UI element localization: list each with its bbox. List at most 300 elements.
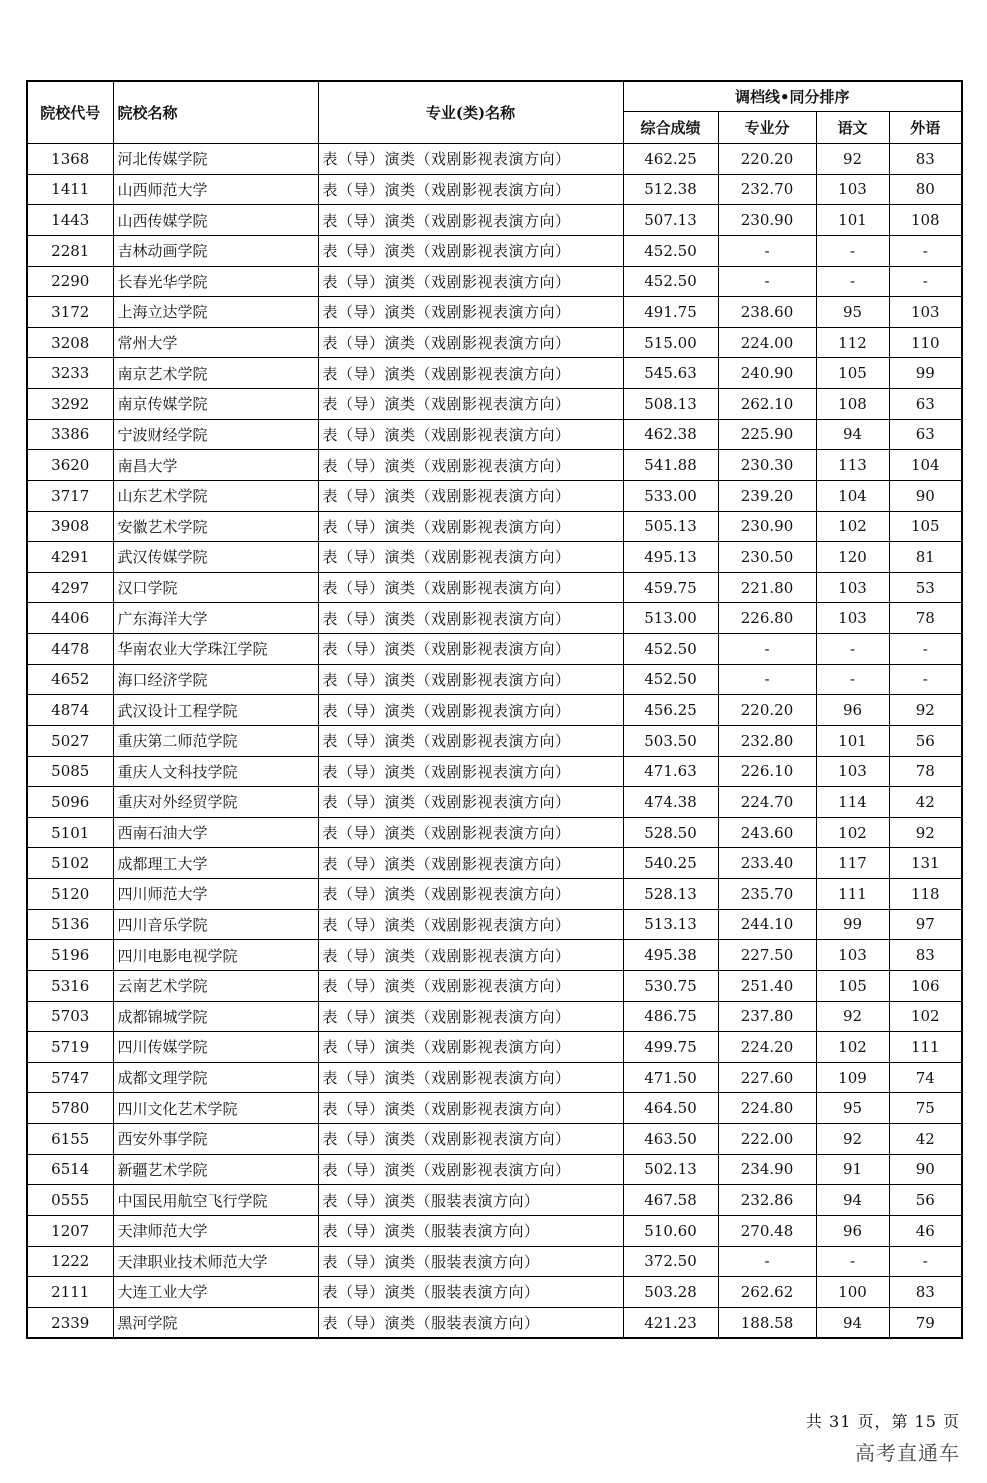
cell-major-name: 表（导）演类（戏剧影视表演方向）	[318, 389, 623, 420]
cell-school-code: 1207	[27, 1215, 113, 1246]
cell-foreign-language: -	[889, 235, 962, 266]
cell-total-score: 372.50	[623, 1246, 718, 1277]
cell-school-name: 南昌大学	[113, 450, 318, 481]
cell-chinese: 103	[816, 756, 889, 787]
cell-total-score: 545.63	[623, 358, 718, 389]
cell-foreign-language: 78	[889, 603, 962, 634]
cell-school-name: 四川电影电视学院	[113, 940, 318, 971]
cell-major-name: 表（导）演类（戏剧影视表演方向）	[318, 511, 623, 542]
cell-professional-score: 232.80	[718, 725, 816, 756]
cell-major-name: 表（导）演类（戏剧影视表演方向）	[318, 603, 623, 634]
cell-major-name: 表（导）演类（戏剧影视表演方向）	[318, 634, 623, 665]
cell-chinese: 95	[816, 1093, 889, 1124]
cell-professional-score: 237.80	[718, 1001, 816, 1032]
cell-school-code: 4297	[27, 572, 113, 603]
cell-chinese: 109	[816, 1062, 889, 1093]
cell-professional-score: 226.10	[718, 756, 816, 787]
cell-professional-score: 243.60	[718, 817, 816, 848]
cell-school-name: 成都文理学院	[113, 1062, 318, 1093]
cell-professional-score: 239.20	[718, 480, 816, 511]
table-row	[27, 235, 962, 266]
cell-major-name: 表（导）演类（戏剧影视表演方向）	[318, 664, 623, 695]
cell-school-code: 3292	[27, 389, 113, 420]
cell-chinese: 94	[816, 1185, 889, 1216]
cell-total-score: 464.50	[623, 1093, 718, 1124]
cell-school-code: 5101	[27, 817, 113, 848]
cell-major-name: 表（导）演类（戏剧影视表演方向）	[318, 879, 623, 910]
cell-foreign-language: 80	[889, 174, 962, 205]
cell-school-code: 2111	[27, 1277, 113, 1308]
cell-chinese: 113	[816, 450, 889, 481]
table-row	[27, 1277, 962, 1308]
cell-professional-score: 262.10	[718, 389, 816, 420]
table-row	[27, 1124, 962, 1155]
admission-score-table	[26, 80, 963, 1339]
cell-professional-score: 238.60	[718, 297, 816, 328]
cell-total-score: 495.13	[623, 542, 718, 573]
cell-professional-score: -	[718, 235, 816, 266]
cell-school-name: 海口经济学院	[113, 664, 318, 695]
cell-major-name: 表（导）演类（戏剧影视表演方向）	[318, 1062, 623, 1093]
cell-major-name: 表（导）演类（戏剧影视表演方向）	[318, 174, 623, 205]
cell-school-name: 黑河学院	[113, 1307, 318, 1338]
cell-total-score: 512.38	[623, 174, 718, 205]
cell-professional-score: -	[718, 634, 816, 665]
cell-major-name: 表（导）演类（戏剧影视表演方向）	[318, 817, 623, 848]
cell-foreign-language: 46	[889, 1215, 962, 1246]
cell-school-code: 4406	[27, 603, 113, 634]
cell-school-code: 5085	[27, 756, 113, 787]
cell-major-name: 表（导）演类（戏剧影视表演方向）	[318, 358, 623, 389]
cell-total-score: 452.50	[623, 235, 718, 266]
cell-chinese: 96	[816, 695, 889, 726]
cell-school-name: 华南农业大学珠江学院	[113, 634, 318, 665]
cell-major-name: 表（导）演类（戏剧影视表演方向）	[318, 480, 623, 511]
cell-professional-score: 227.50	[718, 940, 816, 971]
cell-school-code: 4652	[27, 664, 113, 695]
cell-total-score: 503.28	[623, 1277, 718, 1308]
table-row	[27, 1093, 962, 1124]
header-school-name: 院校名称	[113, 81, 318, 144]
cell-major-name: 表（导）演类（戏剧影视表演方向）	[318, 297, 623, 328]
table-row	[27, 1307, 962, 1338]
cell-school-name: 四川师范大学	[113, 879, 318, 910]
cell-major-name: 表（导）演类（戏剧影视表演方向）	[318, 725, 623, 756]
cell-total-score: 513.00	[623, 603, 718, 634]
cell-school-name: 天津职业技术师范大学	[113, 1246, 318, 1277]
table-row	[27, 327, 962, 358]
cell-total-score: 486.75	[623, 1001, 718, 1032]
cell-professional-score: 232.70	[718, 174, 816, 205]
cell-total-score: 452.50	[623, 634, 718, 665]
cell-school-code: 5136	[27, 909, 113, 940]
cell-school-code: 3172	[27, 297, 113, 328]
cell-foreign-language: -	[889, 1246, 962, 1277]
cell-major-name: 表（导）演类（戏剧影视表演方向）	[318, 787, 623, 818]
cell-school-name: 河北传媒学院	[113, 144, 318, 175]
cell-major-name: 表（导）演类（戏剧影视表演方向）	[318, 1124, 623, 1155]
cell-foreign-language: 108	[889, 205, 962, 236]
cell-major-name: 表（导）演类（服装表演方向）	[318, 1277, 623, 1308]
header-school-code: 院校代号	[27, 81, 113, 144]
cell-school-name: 西南石油大学	[113, 817, 318, 848]
cell-professional-score: 224.00	[718, 327, 816, 358]
cell-school-code: 5120	[27, 879, 113, 910]
table-body	[27, 144, 962, 1339]
cell-foreign-language: 131	[889, 848, 962, 879]
table-row	[27, 297, 962, 328]
table-row	[27, 266, 962, 297]
header-chinese: 语文	[816, 112, 889, 144]
cell-chinese: 117	[816, 848, 889, 879]
cell-chinese: 100	[816, 1277, 889, 1308]
cell-professional-score: 220.20	[718, 695, 816, 726]
cell-major-name: 表（导）演类（戏剧影视表演方向）	[318, 848, 623, 879]
table-row	[27, 725, 962, 756]
cell-chinese: 102	[816, 817, 889, 848]
cell-school-code: 5719	[27, 1032, 113, 1063]
cell-professional-score: 235.70	[718, 879, 816, 910]
cell-foreign-language: -	[889, 664, 962, 695]
cell-school-name: 汉口学院	[113, 572, 318, 603]
cell-major-name: 表（导）演类（戏剧影视表演方向）	[318, 1001, 623, 1032]
cell-total-score: 540.25	[623, 848, 718, 879]
cell-school-name: 常州大学	[113, 327, 318, 358]
cell-school-code: 3386	[27, 419, 113, 450]
cell-major-name: 表（导）演类（服装表演方向）	[318, 1307, 623, 1338]
cell-foreign-language: 83	[889, 144, 962, 175]
table-row	[27, 450, 962, 481]
cell-foreign-language: 103	[889, 297, 962, 328]
cell-major-name: 表（导）演类（戏剧影视表演方向）	[318, 695, 623, 726]
cell-professional-score: 224.80	[718, 1093, 816, 1124]
cell-foreign-language: 92	[889, 695, 962, 726]
cell-professional-score: 234.90	[718, 1154, 816, 1185]
page-indicator: 共 31 页，第 15 页	[805, 1412, 960, 1431]
cell-total-score: 467.58	[623, 1185, 718, 1216]
cell-total-score: 513.13	[623, 909, 718, 940]
cell-total-score: 463.50	[623, 1124, 718, 1155]
cell-foreign-language: 102	[889, 1001, 962, 1032]
cell-chinese: 104	[816, 480, 889, 511]
cell-school-code: 5316	[27, 970, 113, 1001]
cell-chinese: 101	[816, 725, 889, 756]
cell-major-name: 表（导）演类（戏剧影视表演方向）	[318, 266, 623, 297]
cell-school-name: 安徽艺术学院	[113, 511, 318, 542]
header-major-name: 专业(类)名称	[318, 81, 623, 144]
table-row	[27, 879, 962, 910]
cell-professional-score: -	[718, 664, 816, 695]
cell-professional-score: 251.40	[718, 970, 816, 1001]
cell-school-name: 山西师范大学	[113, 174, 318, 205]
cell-school-name: 山西传媒学院	[113, 205, 318, 236]
cell-chinese: 108	[816, 389, 889, 420]
cell-total-score: 499.75	[623, 1032, 718, 1063]
cell-professional-score: 226.80	[718, 603, 816, 634]
cell-school-name: 武汉设计工程学院	[113, 695, 318, 726]
cell-school-code: 5102	[27, 848, 113, 879]
header-total-score: 综合成绩	[623, 112, 718, 144]
cell-school-name: 南京传媒学院	[113, 389, 318, 420]
cell-professional-score: 270.48	[718, 1215, 816, 1246]
header-professional-score: 专业分	[718, 112, 816, 144]
cell-chinese: 92	[816, 144, 889, 175]
cell-chinese: 105	[816, 358, 889, 389]
cell-professional-score: 240.90	[718, 358, 816, 389]
cell-total-score: 474.38	[623, 787, 718, 818]
cell-chinese: 95	[816, 297, 889, 328]
cell-foreign-language: 78	[889, 756, 962, 787]
cell-chinese: -	[816, 1246, 889, 1277]
header-cutoff-group: 调档线•同分排序	[623, 81, 962, 112]
cell-professional-score: 222.00	[718, 1124, 816, 1155]
cell-chinese: 112	[816, 327, 889, 358]
cell-foreign-language: 90	[889, 480, 962, 511]
cell-professional-score: 244.10	[718, 909, 816, 940]
cell-foreign-language: 104	[889, 450, 962, 481]
cell-professional-score: 225.90	[718, 419, 816, 450]
cell-school-code: 2290	[27, 266, 113, 297]
cell-chinese: -	[816, 634, 889, 665]
cell-total-score: 456.25	[623, 695, 718, 726]
table-row	[27, 1154, 962, 1185]
cell-school-code: 1411	[27, 174, 113, 205]
cell-total-score: 510.60	[623, 1215, 718, 1246]
cell-school-name: 西安外事学院	[113, 1124, 318, 1155]
cell-major-name: 表（导）演类（戏剧影视表演方向）	[318, 144, 623, 175]
table-row	[27, 940, 962, 971]
cell-total-score: 533.00	[623, 480, 718, 511]
cell-chinese: 92	[816, 1124, 889, 1155]
table-row	[27, 664, 962, 695]
cell-chinese: 92	[816, 1001, 889, 1032]
cell-school-code: 5747	[27, 1062, 113, 1093]
cell-major-name: 表（导）演类（戏剧影视表演方向）	[318, 542, 623, 573]
table-row	[27, 144, 962, 175]
cell-chinese: -	[816, 235, 889, 266]
table-row	[27, 695, 962, 726]
cell-school-code: 5780	[27, 1093, 113, 1124]
cell-foreign-language: 92	[889, 817, 962, 848]
table-row	[27, 1062, 962, 1093]
cell-chinese: 114	[816, 787, 889, 818]
cell-chinese: 102	[816, 511, 889, 542]
table-row	[27, 511, 962, 542]
cell-major-name: 表（导）演类（戏剧影视表演方向）	[318, 450, 623, 481]
cell-chinese: 91	[816, 1154, 889, 1185]
cell-school-code: 5196	[27, 940, 113, 971]
cell-professional-score: 188.58	[718, 1307, 816, 1338]
cell-school-code: 0555	[27, 1185, 113, 1216]
cell-foreign-language: 81	[889, 542, 962, 573]
cell-foreign-language: 90	[889, 1154, 962, 1185]
table-row	[27, 480, 962, 511]
cell-chinese: 102	[816, 1032, 889, 1063]
cell-school-code: 1368	[27, 144, 113, 175]
cell-chinese: 101	[816, 205, 889, 236]
cell-school-name: 成都理工大学	[113, 848, 318, 879]
cell-school-name: 重庆人文科技学院	[113, 756, 318, 787]
cell-school-name: 长春光华学院	[113, 266, 318, 297]
cell-foreign-language: -	[889, 266, 962, 297]
table-row	[27, 1246, 962, 1277]
brand-watermark: 高考直通车	[855, 1441, 960, 1465]
cell-chinese: 94	[816, 1307, 889, 1338]
cell-school-name: 武汉传媒学院	[113, 542, 318, 573]
cell-school-name: 重庆对外经贸学院	[113, 787, 318, 818]
cell-foreign-language: -	[889, 634, 962, 665]
cell-foreign-language: 79	[889, 1307, 962, 1338]
header-foreign-language: 外语	[889, 112, 962, 144]
table-row	[27, 1032, 962, 1063]
cell-foreign-language: 97	[889, 909, 962, 940]
cell-foreign-language: 63	[889, 419, 962, 450]
table-row	[27, 909, 962, 940]
cell-major-name: 表（导）演类（戏剧影视表演方向）	[318, 1154, 623, 1185]
cell-school-name: 吉林动画学院	[113, 235, 318, 266]
cell-chinese: 120	[816, 542, 889, 573]
cell-school-name: 四川文化艺术学院	[113, 1093, 318, 1124]
cell-school-name: 南京艺术学院	[113, 358, 318, 389]
cell-school-name: 成都锦城学院	[113, 1001, 318, 1032]
cell-professional-score: 230.90	[718, 205, 816, 236]
cell-school-name: 四川音乐学院	[113, 909, 318, 940]
cell-school-code: 6514	[27, 1154, 113, 1185]
cell-foreign-language: 111	[889, 1032, 962, 1063]
cell-foreign-language: 83	[889, 940, 962, 971]
cell-professional-score: 230.30	[718, 450, 816, 481]
cell-school-code: 5096	[27, 787, 113, 818]
table-row	[27, 603, 962, 634]
cell-foreign-language: 42	[889, 1124, 962, 1155]
cell-total-score: 495.38	[623, 940, 718, 971]
cell-major-name: 表（导）演类（戏剧影视表演方向）	[318, 205, 623, 236]
cell-school-name: 宁波财经学院	[113, 419, 318, 450]
cell-total-score: 503.50	[623, 725, 718, 756]
cell-major-name: 表（导）演类（戏剧影视表演方向）	[318, 327, 623, 358]
cell-school-code: 5703	[27, 1001, 113, 1032]
cell-total-score: 452.50	[623, 664, 718, 695]
cell-professional-score: 221.80	[718, 572, 816, 603]
cell-major-name: 表（导）演类（戏剧影视表演方向）	[318, 572, 623, 603]
cell-school-name: 广东海洋大学	[113, 603, 318, 634]
table-row	[27, 848, 962, 879]
cell-foreign-language: 63	[889, 389, 962, 420]
cell-chinese: 103	[816, 572, 889, 603]
cell-school-code: 3620	[27, 450, 113, 481]
cell-professional-score: 224.20	[718, 1032, 816, 1063]
cell-school-name: 上海立达学院	[113, 297, 318, 328]
table-row	[27, 174, 962, 205]
cell-chinese: 99	[816, 909, 889, 940]
cell-school-name: 大连工业大学	[113, 1277, 318, 1308]
cell-major-name: 表（导）演类（服装表演方向）	[318, 1215, 623, 1246]
cell-foreign-language: 105	[889, 511, 962, 542]
cell-professional-score: 230.50	[718, 542, 816, 573]
cell-school-code: 4291	[27, 542, 113, 573]
cell-school-code: 1443	[27, 205, 113, 236]
cell-chinese: 103	[816, 174, 889, 205]
cell-chinese: -	[816, 266, 889, 297]
cell-professional-score: 227.60	[718, 1062, 816, 1093]
cell-professional-score: 233.40	[718, 848, 816, 879]
cell-total-score: 421.23	[623, 1307, 718, 1338]
cell-school-code: 3717	[27, 480, 113, 511]
cell-total-score: 471.50	[623, 1062, 718, 1093]
cell-major-name: 表（导）演类（戏剧影视表演方向）	[318, 419, 623, 450]
cell-professional-score: 224.70	[718, 787, 816, 818]
table-row	[27, 572, 962, 603]
cell-total-score: 508.13	[623, 389, 718, 420]
cell-school-code: 3208	[27, 327, 113, 358]
cell-school-name: 新疆艺术学院	[113, 1154, 318, 1185]
cell-foreign-language: 118	[889, 879, 962, 910]
table-row	[27, 634, 962, 665]
cell-foreign-language: 56	[889, 725, 962, 756]
cell-foreign-language: 106	[889, 970, 962, 1001]
table-row	[27, 389, 962, 420]
table-row	[27, 205, 962, 236]
cell-foreign-language: 110	[889, 327, 962, 358]
cell-total-score: 459.75	[623, 572, 718, 603]
cell-chinese: 103	[816, 940, 889, 971]
cell-chinese: 103	[816, 603, 889, 634]
cell-total-score: 505.13	[623, 511, 718, 542]
cell-school-code: 2281	[27, 235, 113, 266]
cell-school-code: 4874	[27, 695, 113, 726]
cell-school-name: 山东艺术学院	[113, 480, 318, 511]
cell-total-score: 541.88	[623, 450, 718, 481]
table-row	[27, 419, 962, 450]
cell-total-score: 530.75	[623, 970, 718, 1001]
cell-major-name: 表（导）演类（戏剧影视表演方向）	[318, 940, 623, 971]
cell-foreign-language: 56	[889, 1185, 962, 1216]
cell-chinese: -	[816, 664, 889, 695]
cell-professional-score: -	[718, 1246, 816, 1277]
table-row	[27, 817, 962, 848]
cell-foreign-language: 99	[889, 358, 962, 389]
cell-total-score: 507.13	[623, 205, 718, 236]
table-row	[27, 358, 962, 389]
cell-major-name: 表（导）演类（戏剧影视表演方向）	[318, 235, 623, 266]
table-row	[27, 1215, 962, 1246]
cell-school-name: 重庆第二师范学院	[113, 725, 318, 756]
table-row	[27, 970, 962, 1001]
cell-total-score: 528.50	[623, 817, 718, 848]
cell-chinese: 105	[816, 970, 889, 1001]
cell-foreign-language: 75	[889, 1093, 962, 1124]
table-row	[27, 1185, 962, 1216]
cell-total-score: 491.75	[623, 297, 718, 328]
cell-school-code: 5027	[27, 725, 113, 756]
cell-total-score: 515.00	[623, 327, 718, 358]
cell-school-name: 天津师范大学	[113, 1215, 318, 1246]
cell-foreign-language: 53	[889, 572, 962, 603]
cell-school-code: 3908	[27, 511, 113, 542]
cell-chinese: 111	[816, 879, 889, 910]
table-row	[27, 787, 962, 818]
cell-major-name: 表（导）演类（戏剧影视表演方向）	[318, 909, 623, 940]
cell-major-name: 表（导）演类（戏剧影视表演方向）	[318, 1093, 623, 1124]
table-row	[27, 542, 962, 573]
cell-foreign-language: 83	[889, 1277, 962, 1308]
cell-total-score: 528.13	[623, 879, 718, 910]
table-row	[27, 1001, 962, 1032]
cell-total-score: 462.38	[623, 419, 718, 450]
cell-major-name: 表（导）演类（戏剧影视表演方向）	[318, 970, 623, 1001]
cell-school-name: 中国民用航空飞行学院	[113, 1185, 318, 1216]
cell-foreign-language: 74	[889, 1062, 962, 1093]
